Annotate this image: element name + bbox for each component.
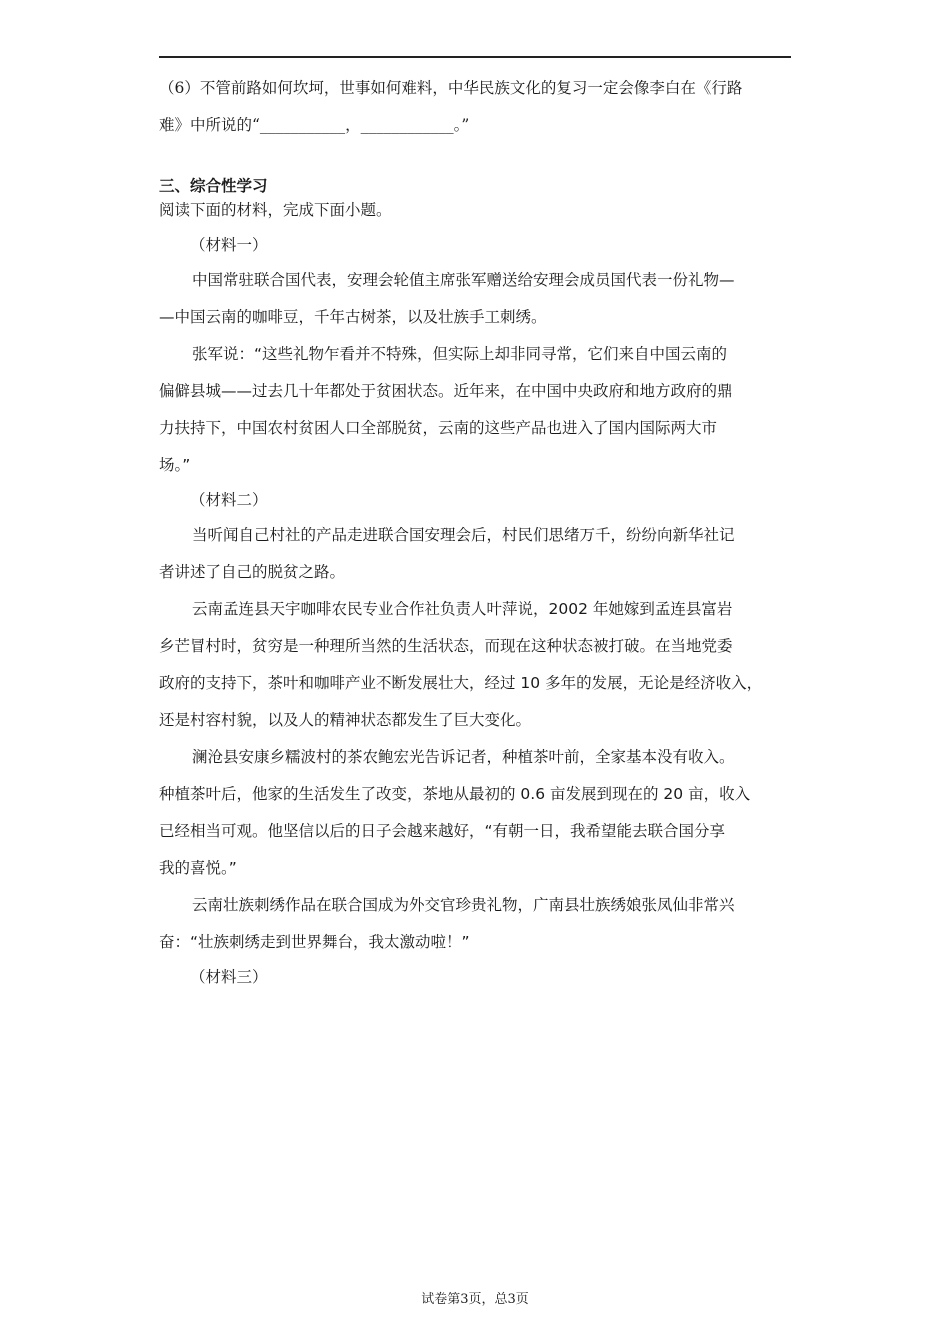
top-rule xyxy=(159,56,791,58)
material-2-line: 种植茶叶后，他家的生活发生了改变，茶地从最初的 0.6 亩发展到现在的 20 亩，收入 xyxy=(159,785,751,803)
material-2-line: 已经相当可观。他坚信以后的日子会越来越好，“有朝一日，我希望能去联合国分享 xyxy=(159,822,726,840)
material-2-line: 奋：“壮族刺绣走到世界舞台，我太激动啦！” xyxy=(159,933,470,951)
material-2-line: 我的喜悦。” xyxy=(159,859,237,877)
material-3-label: （材料三） xyxy=(190,968,268,986)
material-1-line: 力扶持下，中国农村贫困人口全部脱贫，云南的这些产品也进入了国内国际两大市 xyxy=(159,419,718,437)
material-2-line: 乡芒冒村时，贫穷是一种理所当然的生活状态，而现在这种状态被打破。在当地党委 xyxy=(159,637,733,655)
material-2-line: 还是村容村貌，以及人的精神状态都发生了巨大变化。 xyxy=(159,711,532,729)
material-2-line: 澜沧县安康乡糯波村的茶农鲍宏光告诉记者，种植茶叶前，全家基本没有收入。 xyxy=(192,748,735,766)
material-2-line: 政府的支持下，茶叶和咖啡产业不断发展壮大，经过 10 多年的发展，无论是经济收入， xyxy=(159,674,763,692)
material-1-line: 张军说：“这些礼物乍看并不特殊，但实际上却非同寻常，它们来自中国云南的 xyxy=(192,345,728,363)
material-1-label: （材料一） xyxy=(190,236,268,254)
material-1-line: 中国常驻联合国代表，安理会轮值主席张军赠送给安理会成员国代表一份礼物— xyxy=(192,271,735,289)
material-2-line: 者讲述了自己的脱贫之路。 xyxy=(159,563,346,581)
material-1-line: —中国云南的咖啡豆，千年古树茶，以及壮族手工刺绣。 xyxy=(159,308,547,326)
question-6-line-1: （6）不管前路如何坎坷，世事如何难料，中华民族文化的复习一定会像李白在《行路 xyxy=(159,79,743,97)
section-instruction: 阅读下面的材料，完成下面小题。 xyxy=(159,201,392,219)
question-6-line-2: 难》中所说的“___________，____________。” xyxy=(159,116,470,134)
page-footer: 试卷第3页，总3页 xyxy=(421,1292,529,1307)
section-heading: 三、综合性学习 xyxy=(159,176,268,195)
material-2-label: （材料二） xyxy=(190,491,268,509)
material-1-line: 场。” xyxy=(159,456,191,474)
material-1-line: 偏僻县城——过去几十年都处于贫困状态。近年来，在中国中央政府和地方政府的鼎 xyxy=(159,382,733,400)
material-2-line: 云南孟连县天宇咖啡农民专业合作社负责人叶萍说，2002 年她嫁到孟连县富岩 xyxy=(192,600,733,618)
material-2-line: 当听闻自己村社的产品走进联合国安理会后，村民们思绪万千，纷纷向新华社记 xyxy=(192,526,735,544)
material-2-line: 云南壮族刺绣作品在联合国成为外交官珍贵礼物，广南县壮族绣娘张凤仙非常兴 xyxy=(192,896,735,914)
